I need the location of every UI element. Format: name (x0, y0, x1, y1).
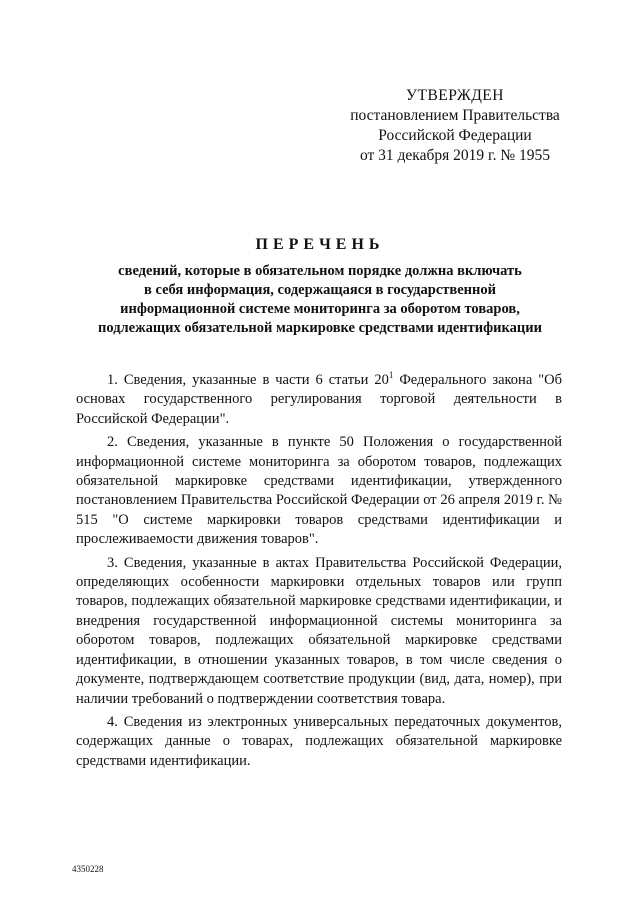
list-item-1 (76, 371, 562, 429)
approval-stamp (330, 86, 580, 166)
approval-title: УТВЕРЖДЕН (406, 87, 504, 104)
approval-line-2: Российской Федерации (378, 127, 532, 144)
list-item-2: 2. Сведения, указанные в пункте 50 Положения о государственной информационной системе мониторинга за оборотом товаров, подлежащих обязательной маркировке средствами идентификации, утвержденного постановлением Правительства Российской Федерации от 26 апреля 2019 г. № 515 "О системе маркировки товаров средствами идентификации и прослеживаемости движения товаров". (76, 434, 562, 548)
document-subtitle (60, 262, 580, 338)
list-item-4: 4. Сведения из электронных универсальных передаточных документов, содержащих данные о товарах, подлежащих обязательной маркировке средствами идентификации. (76, 713, 562, 769)
list-item-3: 3. Сведения, указанные в актах Правительства Российской Федерации, определяющих особенности маркировки отдельных товаров или групп товаров, подлежащих обязательной маркировке средствами идентификации, и внедрения государственной информационной системы мониторинга за оборотом товаров, подлежащих обязательной маркировке средствами идентификации, в отношении указанных товаров, в том числе сведения о документе, подтверждающем соответствие продукции (вид, дата, номер), при наличии требований о подтверждении соответствия товара. (76, 554, 562, 707)
subtitle-line: подлежащих обязательной маркировке средствами идентификации (98, 320, 542, 336)
document-title: ПЕРЕЧЕНЬ (255, 236, 385, 253)
item-text: 1. Сведения, указанные в части 6 статьи 20 (107, 372, 389, 388)
subtitle-line: в себя информация, содержащаяся в государственной (144, 282, 496, 298)
item-text: Федерального закона "Об основах государственного регулирования торговой деятельности в Российской Федерации". (76, 372, 562, 427)
items-list (76, 371, 562, 775)
approval-line-3: от 31 декабря 2019 г. № 1955 (359, 147, 551, 164)
approval-line-1: постановлением Правительства (350, 107, 560, 124)
subtitle-line: сведений, которые в обязательном порядке должна включать (118, 263, 522, 279)
superscript: 1 (388, 370, 394, 380)
subtitle-line: информационной системе мониторинга за оборотом товаров, (120, 301, 520, 317)
document-code: 4350228 (72, 864, 104, 874)
